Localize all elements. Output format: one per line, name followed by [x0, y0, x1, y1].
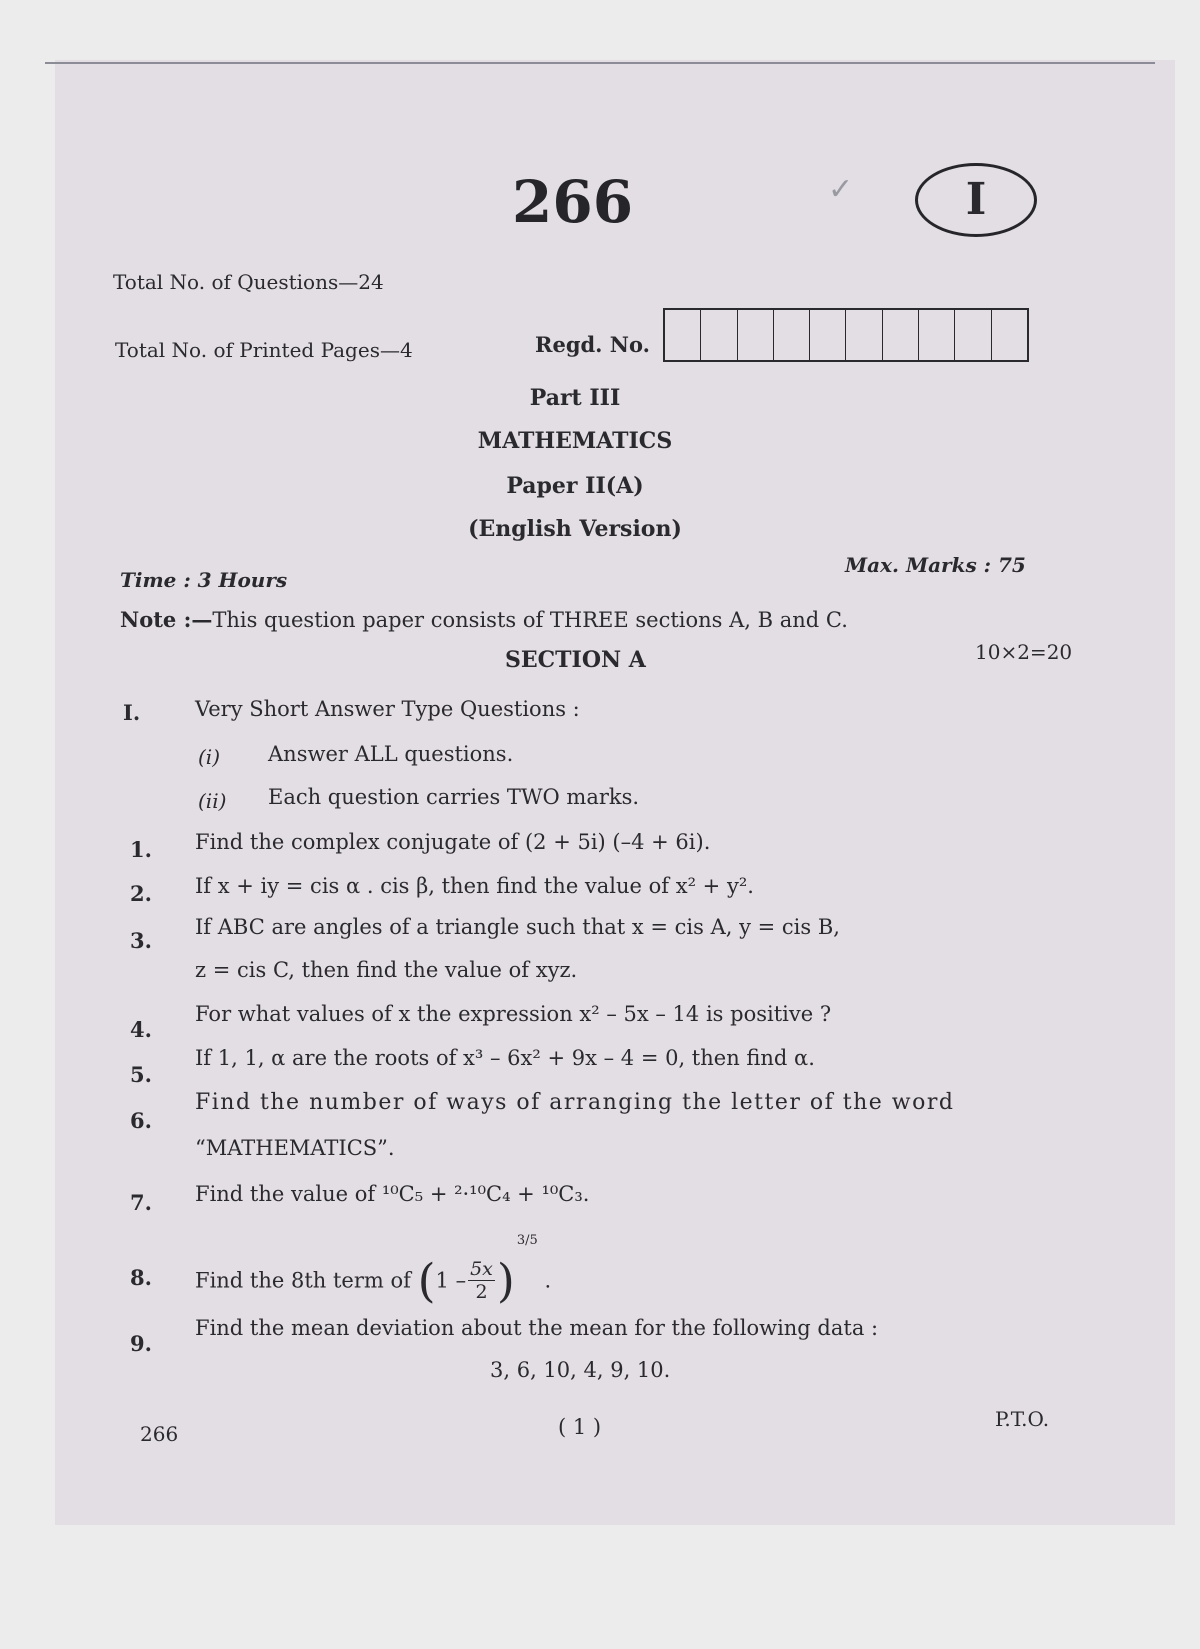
instruction-text: Answer ALL questions.	[268, 742, 514, 766]
question-text: Find the value of ¹⁰C₅ + ²·¹⁰C₄ + ¹⁰C₃.	[195, 1182, 590, 1206]
question-number: 3.	[130, 928, 152, 953]
instruction-number: (ii)	[198, 789, 227, 813]
question-number: 4.	[130, 1017, 152, 1042]
footer-paper-code: 266	[140, 1422, 179, 1446]
regd-no-label: Regd. No.	[535, 332, 650, 357]
instruction-number: (i)	[198, 745, 221, 769]
group-number: I.	[123, 700, 141, 725]
regd-digit-box[interactable]	[992, 310, 1027, 360]
note-text: This question paper consists of THREE sections A, B and C.	[212, 608, 848, 632]
question-number: 7.	[130, 1190, 152, 1215]
section-a-title: SECTION A	[505, 647, 646, 673]
left-paren: (	[417, 1253, 436, 1308]
question-number: 6.	[130, 1108, 152, 1133]
top-rule	[45, 62, 1155, 64]
question-8-line	[195, 1233, 551, 1308]
regd-digit-box[interactable]	[701, 310, 737, 360]
question-text: If x + iy = cis α . cis β, then find the value of x² + y².	[195, 874, 754, 898]
regd-digit-box[interactable]	[846, 310, 882, 360]
question-number: 8.	[130, 1265, 152, 1290]
regd-digit-box[interactable]	[883, 310, 919, 360]
page-number: ( 1 )	[558, 1415, 602, 1439]
section-a-marks: 10×2=20	[975, 640, 1073, 664]
regd-digit-box[interactable]	[665, 310, 701, 360]
total-pages: Total No. of Printed Pages—4	[115, 338, 413, 362]
paper-label: Paper II(A)	[506, 473, 644, 499]
version-badge: I	[915, 163, 1037, 237]
note	[120, 607, 848, 632]
question-text: If ABC are angles of a triangle such that x = cis A, y = cis B,	[195, 915, 840, 939]
regd-no-boxes[interactable]	[663, 308, 1029, 362]
exponent: 3/5	[516, 1233, 538, 1248]
regd-digit-box[interactable]	[919, 310, 955, 360]
question-text: Find the mean deviation about the mean for the following data :	[195, 1316, 879, 1340]
subject-title: MATHEMATICS	[477, 428, 673, 454]
please-turn-over: P.T.O.	[995, 1407, 1050, 1431]
question-number: 5.	[130, 1062, 152, 1087]
regd-digit-box[interactable]	[774, 310, 810, 360]
question-text-continued: “MATHEMATICS”.	[195, 1136, 395, 1160]
paper-code: 266	[512, 168, 634, 236]
fraction	[468, 1258, 495, 1303]
fraction-denominator: 2	[475, 1281, 488, 1303]
note-label: Note :—	[120, 607, 213, 632]
check-mark-icon: ✓	[828, 172, 854, 207]
question-number: 2.	[130, 881, 152, 906]
time-label: Time : 3 Hours	[120, 568, 288, 592]
total-questions: Total No. of Questions—24	[113, 270, 384, 294]
question-text: Find the complex conjugate of (2 + 5i) (–4 + 6i).	[195, 830, 711, 854]
group-title: Very Short Answer Type Questions :	[195, 697, 580, 721]
max-marks: Max. Marks : 75	[845, 553, 1026, 577]
question-text-continued: z = cis C, then find the value of xyz.	[195, 958, 578, 982]
part-label: Part III	[529, 385, 621, 411]
regd-digit-box[interactable]	[810, 310, 846, 360]
regd-digit-box[interactable]	[955, 310, 991, 360]
fraction-numerator: 5x	[470, 1258, 493, 1280]
instruction-text: Each question carries TWO marks.	[268, 785, 640, 809]
question-text: Find the number of ways of arranging the letter of the word	[195, 1090, 955, 1115]
question-text: For what values of x the expression x² – 5x – 14 is positive ?	[195, 1002, 832, 1026]
question-data-values: 3, 6, 10, 4, 9, 10.	[490, 1358, 671, 1382]
regd-digit-box[interactable]	[738, 310, 774, 360]
question-number: 1.	[130, 837, 152, 862]
question-number: 9.	[130, 1331, 152, 1356]
version-label: (English Version)	[468, 516, 682, 542]
question-trailing-period: .	[544, 1268, 552, 1293]
question-text: Find the 8th term of	[195, 1268, 411, 1293]
question-text: If 1, 1, α are the roots of x³ – 6x² + 9x – 4 = 0, then find α.	[195, 1046, 815, 1070]
right-paren: )	[496, 1253, 515, 1308]
expression-lead: 1 –	[435, 1268, 467, 1293]
